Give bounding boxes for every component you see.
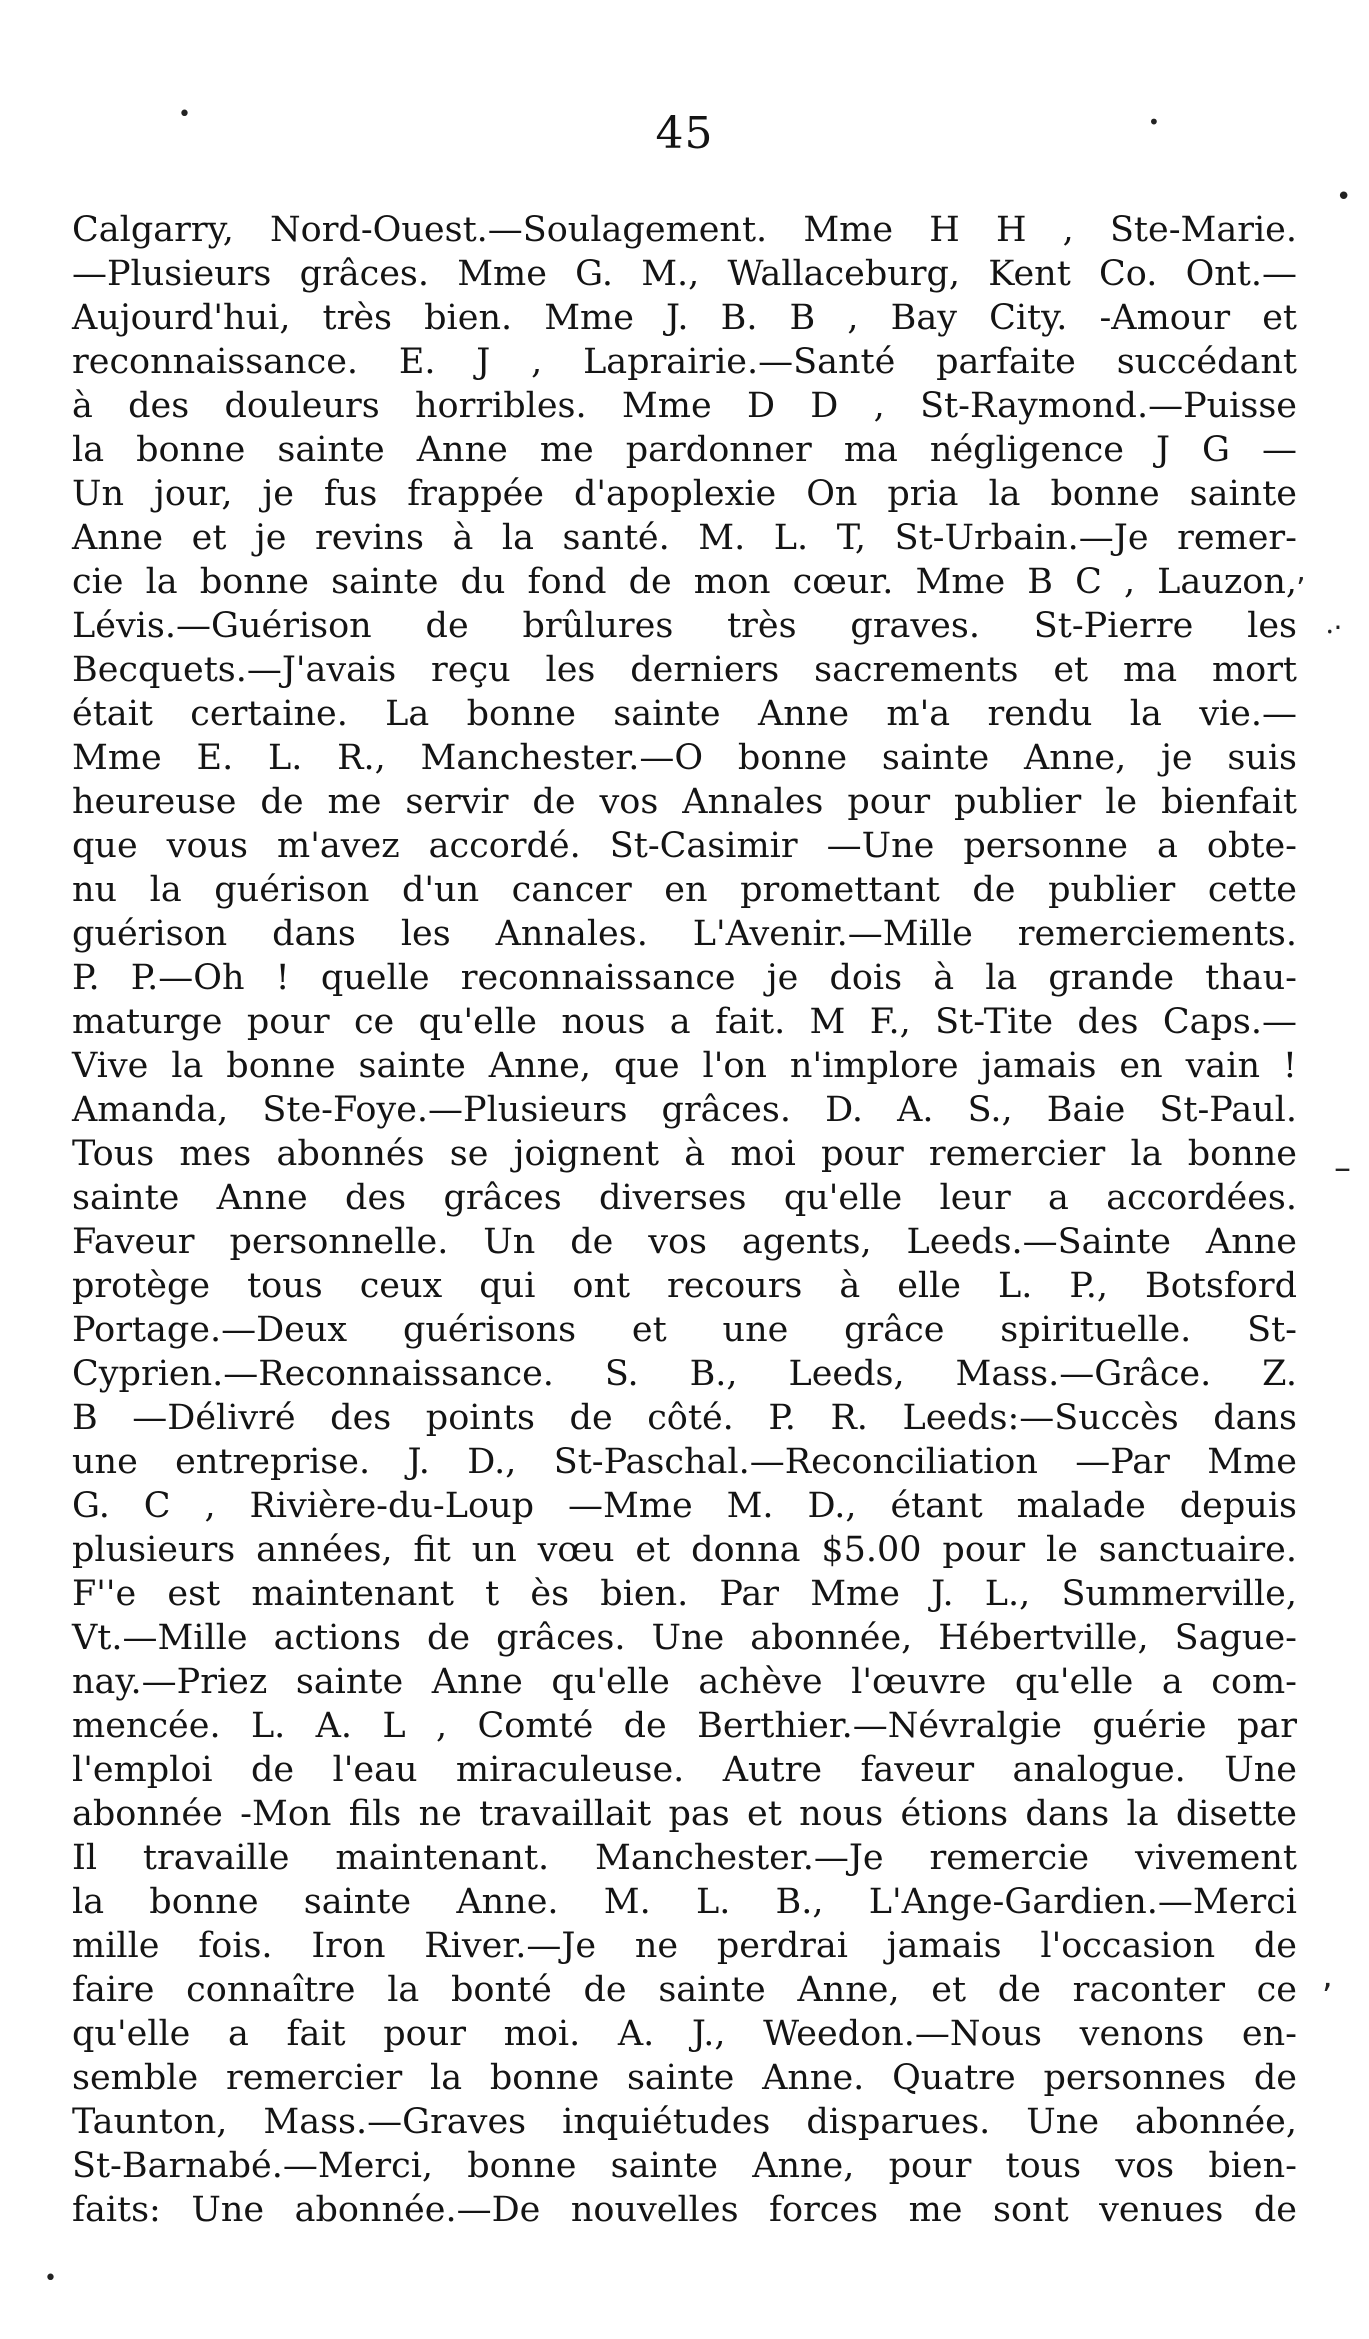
stray-tick-mark: ʼ [1296, 572, 1306, 607]
text-line: Tous mes abonnés se joignent à moi pour remercier la bonne [72, 1134, 1297, 1174]
text-line: faire connaître la bonté de sainte Anne, et de raconter ce [72, 1970, 1297, 2010]
text-line: Vt.—Mille actions de grâces. Une abonnée, Hébertville, Sague- [72, 1618, 1297, 1658]
text-line: P. P.—Oh ! quelle reconnaissance je dois à la grande thau- [72, 958, 1297, 998]
text-line: F''e est maintenant t ès bien. Par Mme J. L., Summerville, [72, 1574, 1297, 1614]
text-line: qu'elle a fait pour moi. A. J., Weedon.—Nous venons en- [72, 2014, 1297, 2054]
text-line: cie la bonne sainte du fond de mon cœur. Mme B C , Lauzon, [72, 562, 1297, 602]
text-line: Il travaille maintenant. Manchester.—Je remercie vivement [72, 1838, 1297, 1878]
text-line: était certaine. La bonne sainte Anne m'a rendu la vie.— [72, 694, 1297, 734]
text-line: Amanda, Ste-Foye.—Plusieurs grâces. D. A. S., Baie St-Paul. [72, 1090, 1297, 1130]
text-line: la bonne sainte Anne. M. L. B., L'Ange-Gardien.—Merci [72, 1882, 1297, 1922]
stray-dash-mark: – [1334, 1148, 1351, 1188]
stray-dot-mark: • [178, 102, 191, 127]
text-line: plusieurs années, fit un vœu et donna $5.00 pour le sanctuaire. [72, 1530, 1297, 1570]
text-line: Anne et je revins à la santé. M. L. T, St-Urbain.—Je remer- [72, 518, 1297, 558]
text-line: à des douleurs horribles. Mme D D , St-Raymond.—Puisse [72, 386, 1297, 426]
text-line: Portage.—Deux guérisons et une grâce spirituelle. St- [72, 1310, 1297, 1350]
text-line: Un jour, je fus frappée d'apoplexie On pria la bonne sainte [72, 474, 1297, 514]
text-line: heureuse de me servir de vos Annales pour publier le bienfait [72, 782, 1297, 822]
text-line: semble remercier la bonne sainte Anne. Quatre personnes de [72, 2058, 1297, 2098]
text-line: nay.—Priez sainte Anne qu'elle achève l'œuvre qu'elle a com- [72, 1662, 1297, 1702]
text-line: mencée. L. A. L , Comté de Berthier.—Névralgie guérie par [72, 1706, 1297, 1746]
text-line: reconnaissance. E. J , Laprairie.—Santé parfaite succédant [72, 342, 1297, 382]
text-line: une entreprise. J. D., St-Paschal.—Reconciliation —Par Mme [72, 1442, 1297, 1482]
text-line: guérison dans les Annales. L'Avenir.—Mille remerciements. [72, 914, 1297, 954]
stray-dot-mark: • [44, 2266, 57, 2291]
text-line: maturge pour ce qu'elle nous a fait. M F., St-Tite des Caps.— [72, 1002, 1297, 1042]
text-line: St-Barnabé.—Merci, bonne sainte Anne, pour tous vos bien- [72, 2146, 1297, 2186]
text-line: Faveur personnelle. Un de vos agents, Leeds.—Sainte Anne [72, 1222, 1297, 1262]
text-line: Taunton, Mass.—Graves inquiétudes disparues. Une abonnée, [72, 2102, 1297, 2142]
text-line: abonnée -Mon fils ne travaillait pas et nous étions dans la disette [72, 1794, 1297, 1834]
text-line: G. C , Rivière-du-Loup —Mme M. D., étant malade depuis [72, 1486, 1297, 1526]
text-line: Cyprien.—Reconnaissance. S. B., Leeds, Mass.—Grâce. Z. [72, 1354, 1297, 1394]
text-line: sainte Anne des grâces diverses qu'elle leur a accordées. [72, 1178, 1297, 1218]
text-line: B —Délivré des points de côté. P. R. Leeds:—Succès dans [72, 1398, 1297, 1438]
body-text [72, 208, 1297, 2232]
text-line: protège tous ceux qui ont recours à elle L. P., Botsford [72, 1266, 1297, 1306]
stray-dot-mark: • [1148, 110, 1160, 134]
text-line: —Plusieurs grâces. Mme G. M., Wallaceburg, Kent Co. Ont.— [72, 254, 1297, 294]
text-line: Calgarry, Nord-Ouest.—Soulagement. Mme H H , Ste-Marie. [72, 210, 1297, 250]
stray-comma-mark: , [1322, 1956, 1333, 1996]
text-line: Aujourd'hui, très bien. Mme J. B. B , Bay City. -Amour et [72, 298, 1297, 338]
text-line: la bonne sainte Anne me pardonner ma négligence J G — [72, 430, 1297, 470]
text-line: nu la guérison d'un cancer en promettant de publier cette [72, 870, 1297, 910]
text-line: mille fois. Iron River.—Je ne perdrai jamais l'occasion de [72, 1926, 1297, 1966]
text-line: l'emploi de l'eau miraculeuse. Autre faveur analogue. Une [72, 1750, 1297, 1790]
page-number: 45 [655, 108, 714, 159]
text-line: que vous m'avez accordé. St-Casimir —Une personne a obte- [72, 826, 1297, 866]
text-line: Mme E. L. R., Manchester.—O bonne sainte Anne, je suis [72, 738, 1297, 778]
text-line: Vive la bonne sainte Anne, que l'on n'implore jamais en vain ! [72, 1046, 1297, 1086]
text-line: Becquets.—J'avais reçu les derniers sacrements et ma mort [72, 650, 1297, 690]
stray-dot-mark: • [1336, 182, 1352, 212]
text-line: faits: Une abonnée.—De nouvelles forces me sont venues de [72, 2190, 1297, 2230]
stray-tick-mark: ⸳· [1326, 611, 1343, 644]
text-line: Lévis.—Guérison de brûlures très graves. St-Pierre les [72, 606, 1297, 646]
